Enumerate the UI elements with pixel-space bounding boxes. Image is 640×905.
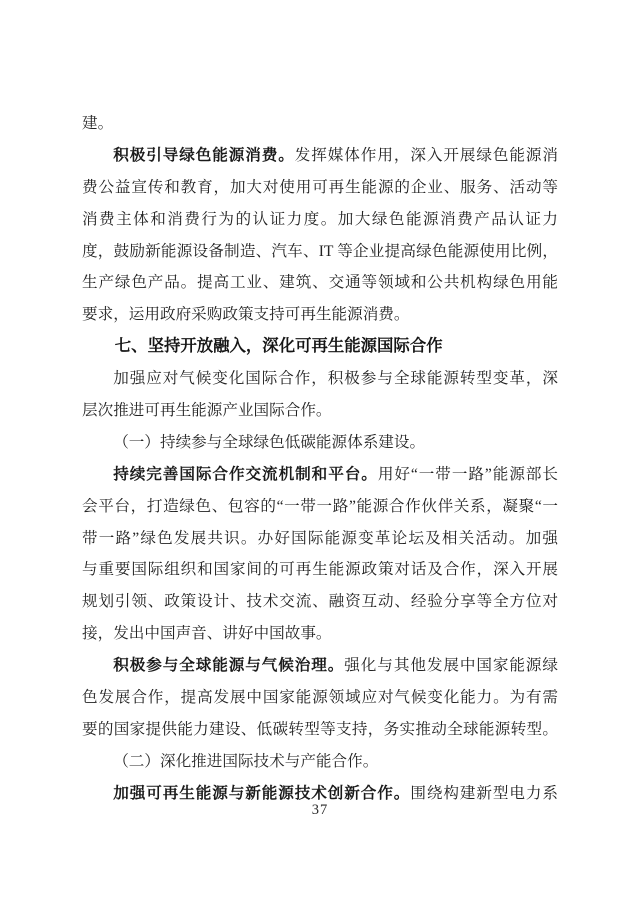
body-line xyxy=(82,172,558,204)
body-line xyxy=(82,459,558,491)
body-line xyxy=(82,267,558,299)
body-text: 要求，运用政府采购政策支持可再生能源消费。 xyxy=(82,306,410,324)
body-line xyxy=(82,395,558,427)
body-text: 会平台，打造绿色、包容的“一带一路”能源合作伙伴关系，凝聚“一 xyxy=(82,497,558,515)
body-line xyxy=(82,363,558,395)
section-heading xyxy=(82,331,558,363)
body-text: 围绕构建新型电力系 xyxy=(410,784,558,802)
body-line xyxy=(82,140,558,172)
body-text: 消费主体和消费行为的认证力度。加大绿色能源消费产品认证力 xyxy=(82,210,558,228)
body-text: 加强应对气候变化国际合作，积极参与全球能源转型变革，深 xyxy=(113,370,558,388)
body-text: 度，鼓励新能源设备制造、汽车、IT 等企业提高绿色能源使用比例， xyxy=(82,242,558,260)
bold-lead: 持续完善国际合作交流机制和平台。 xyxy=(113,465,378,483)
body-text: 与重要国际组织和国家间的可再生能源政策对话及合作，深入开展 xyxy=(82,561,558,579)
section-heading-text: 七、坚持开放融入，深化可再生能源国际合作 xyxy=(114,337,443,356)
body-text: 规划引领、政策设计、技术交流、融资互动、经验分享等全方位对 xyxy=(82,593,558,611)
subsection-heading xyxy=(82,746,558,778)
body-text: 色发展合作，提高发展中国家能源领域应对气候变化能力。为有需 xyxy=(82,689,558,707)
body-text: 生产绿色产品。提高工业、建筑、交通等领域和公共机构绿色用能 xyxy=(82,274,558,292)
bold-lead: 加强可再生能源与新能源技术创新合作。 xyxy=(113,784,411,802)
bold-lead: 积极参与全球能源与气候治理。 xyxy=(113,657,345,675)
subsection-heading xyxy=(82,427,558,459)
body-line xyxy=(82,204,558,236)
body-line xyxy=(82,491,558,523)
bold-lead: 积极引导绿色能源消费。 xyxy=(113,146,295,164)
page-number: 37 xyxy=(311,802,329,818)
body-line xyxy=(82,299,558,331)
body-text: 要的国家提供能力建设、低碳转型等支持，务实推动全球能源转型。 xyxy=(82,720,558,738)
body-line xyxy=(82,682,558,714)
body-text: 费公益宣传和教育，加大对使用可再生能源的企业、服务、活动等 xyxy=(82,178,558,196)
subsection-heading-text: （二）深化推进国际技术与产能合作。 xyxy=(113,752,379,770)
body-text: 强化与其他发展中国家能源绿 xyxy=(344,657,558,675)
text-block xyxy=(82,108,558,810)
body-line xyxy=(82,523,558,555)
body-text: 接，发出中国声音、讲好中国故事。 xyxy=(82,625,332,643)
body-text: 用好“一带一路”能源部长 xyxy=(377,465,558,483)
body-line xyxy=(82,618,558,650)
subsection-heading-text: （一）持续参与全球绿色低碳能源体系建设。 xyxy=(113,433,426,451)
body-line xyxy=(82,586,558,618)
body-line xyxy=(82,108,558,140)
body-line xyxy=(82,650,558,682)
body-text: 发挥媒体作用，深入开展绿色能源消 xyxy=(294,146,558,164)
body-line xyxy=(82,554,558,586)
body-text: 带一路”绿色发展共识。办好国际能源变革论坛及相关活动。加强 xyxy=(82,529,558,547)
body-text: 建。 xyxy=(82,115,114,132)
body-text: 层次推进可再生能源产业国际合作。 xyxy=(82,402,332,420)
body-line xyxy=(82,236,558,268)
body-line xyxy=(82,714,558,746)
